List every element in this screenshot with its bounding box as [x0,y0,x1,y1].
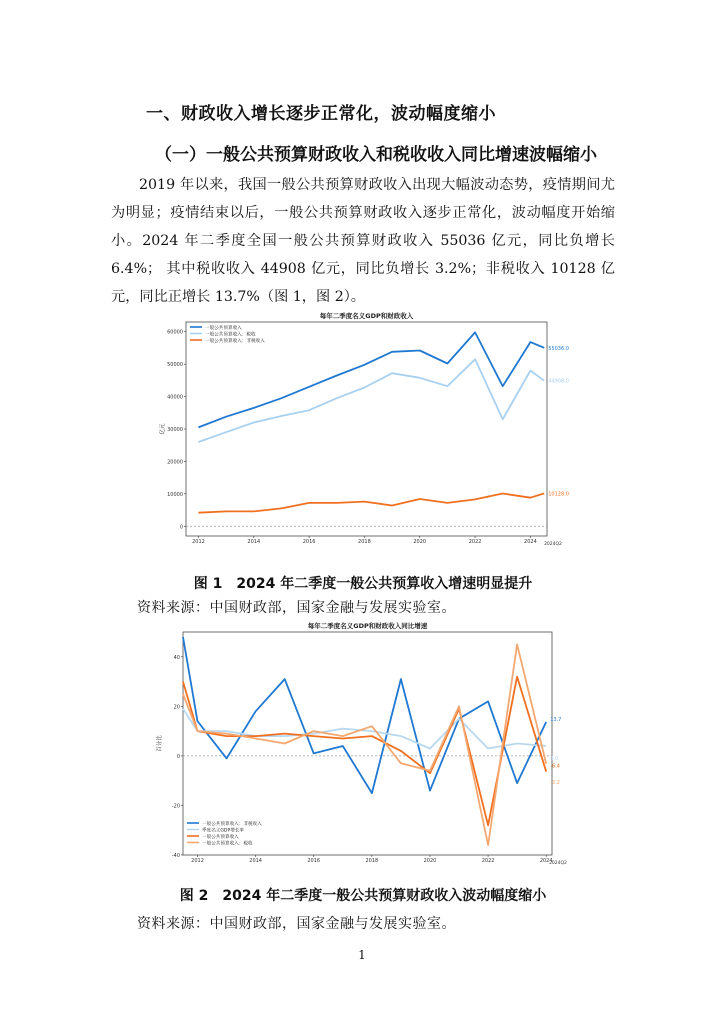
x-tick-label: 2020 [423,858,437,864]
figure1-chart [155,311,575,553]
y-axis-label: 百分比 [157,735,163,752]
series-end-label: 55036.0 [548,345,569,352]
series-line-2 [198,359,544,442]
chart-title: 每年二季度名义GDP和财政收入 [319,312,414,320]
series-line-3 [198,493,544,512]
legend-label: 季度名义GDP增长率 [202,828,245,834]
x-tick-label: 2024 [524,539,537,545]
y-tick-label: 40 [173,654,180,661]
subsection-heading: （一）一般公共预算财政收入和税收收入同比增速波幅缩小 [155,145,597,165]
y-tick-label: 40000 [167,394,183,401]
y-axis-label: 亿元 [160,423,166,435]
series-line-3 [183,677,546,826]
y-tick-label: 20 [173,704,180,711]
legend-label: 一般公共预算收入：非税收入 [205,338,265,344]
figure2-caption: 图 2 2024 年二季度一般公共预算财政收入波动幅度缩小 [179,888,547,904]
x-tick-label: 2012 [191,858,204,864]
y-tick-label: 0 [176,753,180,760]
x-tick-label: 2022 [481,858,495,864]
figure2-source: 资料来源：中国财政部，国家金融与发展实验室。 [137,916,456,932]
y-tick-label: 60000 [167,329,183,336]
legend-label: 一般公共预算收入 [205,325,242,331]
x-tick-label: 2020 [413,539,427,545]
series-line-1 [183,637,546,793]
figure1-caption: 图 1 2024 年二季度一般公共预算收入增速明显提升 [193,576,533,592]
body-paragraph: 2019 年以来，我国一般公共预算财政收入出现大幅波动态势，疫情期间尤为明显；疫情结束以后，一般公共预算财政收入逐步正常化，波动幅度开始缩小。2024 年二季度全国一般公共预算财政收入 55036 亿元，同比负增长 6.4%； 其中税收收入 44908 亿元，同比负增长 3.2%；非税收入 10128 亿元，同比正增长 13.7%（图 1，图 2）。 [111,177,615,305]
x-tick-label: 2014 [247,539,261,545]
series-end-label: 4.0 [550,755,559,762]
y-tick-label: 20000 [167,459,183,466]
section-heading: 一、财政收入增长逐步正常化，波动幅度缩小 [146,104,496,124]
x-tick-label: 2016 [302,539,316,545]
y-tick-label: 0 [179,524,183,531]
y-tick-label: 30000 [167,427,183,433]
x-tick-label: 2024 [539,858,553,864]
y-tick-label: 10000 [167,491,183,498]
legend-label: 一般公共预算收入：非税收入 [202,821,262,827]
x-tick-label: 2014 [249,858,263,864]
series-line-1 [198,332,544,427]
x-tick-label: 2018 [365,858,379,864]
series-end-label: -6.4 [550,763,560,770]
figure1-source: 资料来源：中国财政部，国家金融与发展实验室。 [137,600,456,616]
x-tick-label: 2024Q2 [544,542,562,547]
page-number: 1 [358,948,366,962]
legend-label: 一般公共预算收入：税收 [205,332,256,338]
x-tick-label: 2016 [307,858,321,864]
y-tick-label: -40 [171,853,180,859]
y-tick-label: -20 [171,803,180,810]
x-tick-label: 2012 [192,539,205,545]
figure2-chart [155,619,575,867]
series-line-4 [183,644,546,845]
series-end-label: 10128.0 [548,491,569,498]
y-tick-label: 50000 [167,362,183,369]
x-tick-label: 2024Q2 [549,861,567,866]
series-end-label: 13.7 [550,716,562,723]
x-tick-label: 2018 [358,539,371,545]
plot-frame [186,322,547,536]
series-end-label: -3.2 [550,779,560,786]
legend-label: 一般公共预算收入：税收 [202,841,253,847]
x-tick-label: 2022 [468,539,482,545]
legend-label: 一般公共预算收入 [202,834,239,840]
series-end-label: 44908.0 [548,378,569,385]
chart-title: 每年二季度名义GDP和财政收入同比增速 [307,622,428,630]
